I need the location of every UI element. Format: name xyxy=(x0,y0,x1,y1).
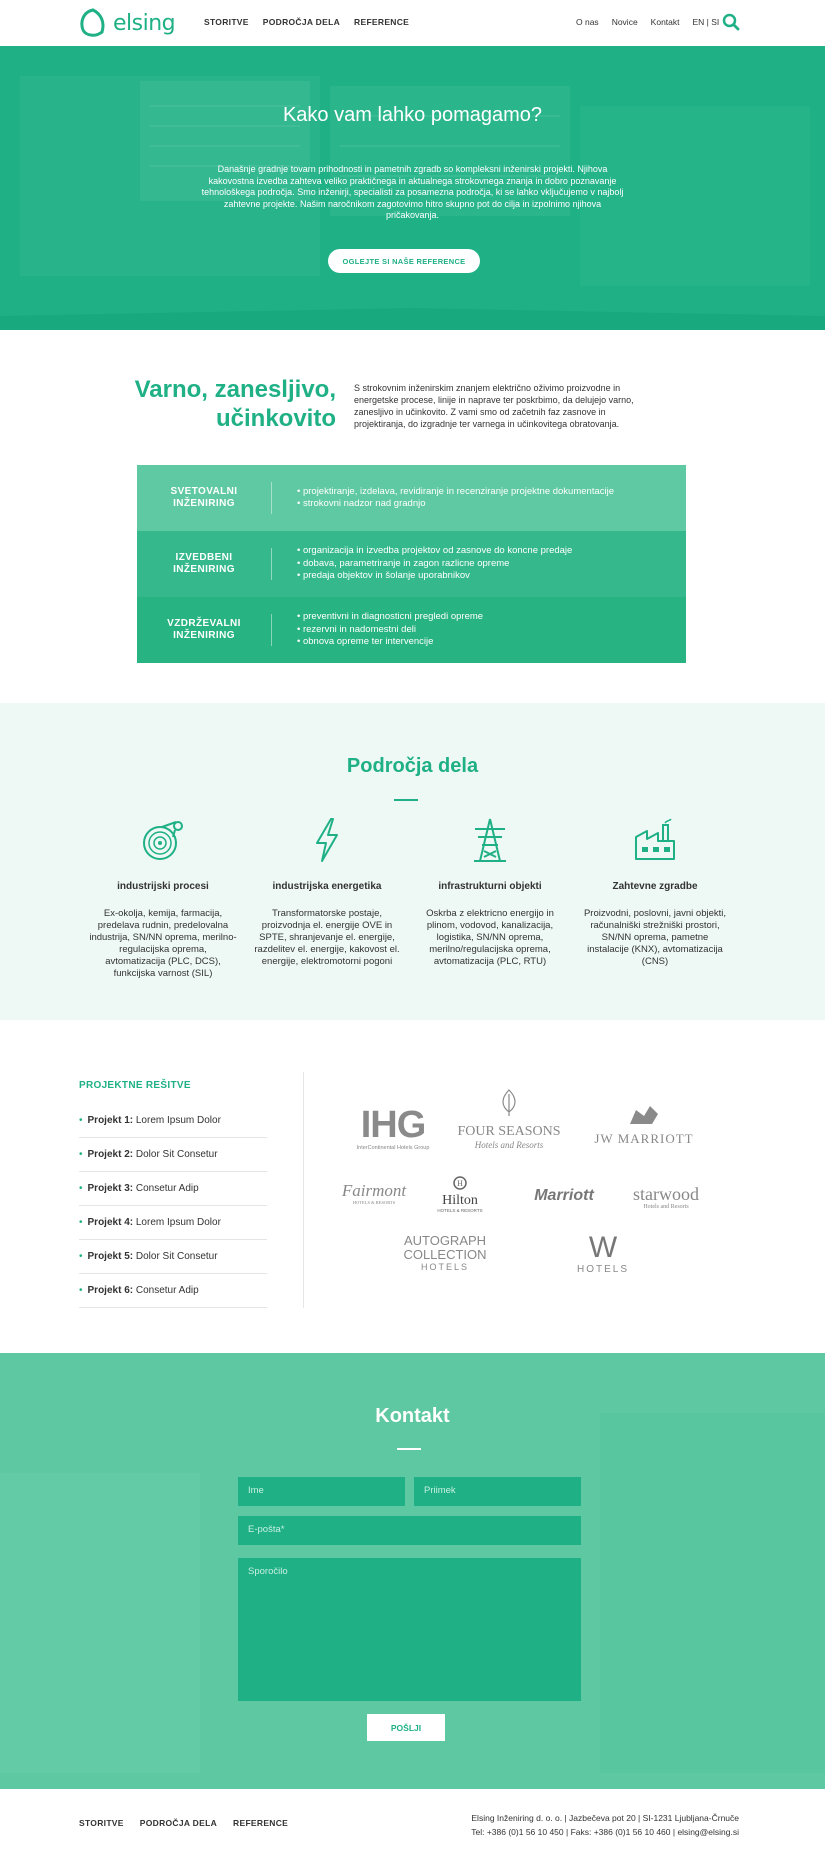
power-tower-icon xyxy=(470,817,510,863)
project-label: Projekt 6: xyxy=(87,1285,134,1296)
language-switcher[interactable]: EN | SI xyxy=(692,17,720,27)
bullet-dot: • xyxy=(79,1183,83,1194)
logo-ihg-mark: IHG xyxy=(360,1104,426,1146)
service-item: • predaja objektov in šolanje uporabnikov xyxy=(297,570,572,583)
send-button[interactable]: POŠLJI xyxy=(367,1714,445,1741)
project-item[interactable] xyxy=(79,1172,267,1206)
logo-hilton xyxy=(432,1176,488,1214)
service-name-line1: VZDRŽEVALNI xyxy=(167,618,241,629)
intro-title-line2: učinkovito xyxy=(215,405,336,432)
factory-icon xyxy=(633,817,677,863)
main-nav xyxy=(204,17,409,27)
area-icon-wrap xyxy=(252,815,402,865)
project-name: Dolor Sit Consetur xyxy=(135,1251,218,1262)
footer-contact: Tel: +386 (0)1 56 10 450 | Faks: +386 (0)1 56 10 460 | elsing@elsing.si xyxy=(471,1827,739,1837)
divider xyxy=(271,614,272,646)
nav-kontakt[interactable]: Kontakt xyxy=(650,17,680,27)
email-field[interactable]: E-pošta* xyxy=(238,1516,581,1545)
area-name: Zahtevne zgradbe xyxy=(612,881,698,892)
nav-reference[interactable]: REFERENCE xyxy=(354,17,410,27)
logo-fairmont-sub: HOTELS & RESORTS xyxy=(352,1200,396,1205)
tree-leaf-icon xyxy=(498,1088,520,1118)
contact-title: Kontakt xyxy=(375,1405,450,1427)
logo-marriott xyxy=(518,1188,610,1204)
service-name-line1: SVETOVALNI xyxy=(170,486,238,497)
areas-title: Področja dela xyxy=(346,755,479,777)
contact-section xyxy=(0,1353,825,1789)
logo-autograph-l1: AUTOGRAPH xyxy=(403,1233,487,1248)
project-item[interactable] xyxy=(79,1138,267,1172)
project-name: Consetur Adip xyxy=(135,1183,199,1194)
secondary-nav xyxy=(576,17,719,27)
logo-marriott-name: Marriott xyxy=(534,1187,594,1204)
service-name-line2: INŽENIRING xyxy=(173,564,235,575)
service-name xyxy=(137,618,271,642)
project-item[interactable] xyxy=(79,1104,267,1138)
logo-fairmont xyxy=(334,1182,414,1206)
project-label: Projekt 2: xyxy=(87,1149,134,1160)
area-icon-wrap xyxy=(415,815,565,865)
logo-starwood-name: starwood xyxy=(633,1184,699,1204)
area-name: infrastrukturni objekti xyxy=(438,881,542,892)
logo-ihg xyxy=(345,1106,441,1152)
projects-title: PROJEKTNE REŠITVE xyxy=(79,1080,191,1091)
service-name xyxy=(137,486,271,510)
logo-w-mark: W xyxy=(588,1231,618,1264)
site-header xyxy=(0,0,825,46)
logo-starwood xyxy=(624,1185,708,1210)
message-field[interactable]: Sporočilo xyxy=(238,1558,581,1701)
service-item: • projektiranje, izdelava, revidiranje in recenziranje projektne dokumentacije xyxy=(297,486,614,499)
search-icon[interactable] xyxy=(722,13,740,31)
svg-text:H: H xyxy=(457,1179,463,1188)
logo-w-sub: HOTELS xyxy=(576,1264,629,1275)
vertical-divider xyxy=(303,1072,304,1308)
nav-o-nas[interactable]: O nas xyxy=(576,17,599,27)
bullet-dot: • xyxy=(79,1251,83,1262)
divider xyxy=(271,548,272,580)
projects-list xyxy=(79,1104,267,1308)
footer-info xyxy=(471,1811,739,1839)
service-consulting xyxy=(137,465,686,531)
service-name-line1: IZVEDBENI xyxy=(175,552,233,563)
service-name-line2: INŽENIRING xyxy=(173,630,235,641)
lightning-icon xyxy=(312,817,342,863)
bullet-dot: • xyxy=(79,1285,83,1296)
bullet-dot: • xyxy=(79,1115,83,1126)
hero-section xyxy=(0,46,825,330)
area-icon-wrap xyxy=(580,815,730,865)
title-underline xyxy=(397,1448,421,1450)
area-industrial-processes xyxy=(88,815,238,980)
logo[interactable] xyxy=(79,8,175,38)
logo-hilton-name: Hilton xyxy=(442,1193,478,1208)
nav-storitve[interactable]: STORITVE xyxy=(204,17,249,27)
intro-title-line1: Varno, zanesljivo, xyxy=(134,376,336,403)
project-item[interactable] xyxy=(79,1206,267,1240)
project-item[interactable] xyxy=(79,1274,267,1308)
nav-podrocja-dela[interactable]: PODROČJA DELA xyxy=(262,17,341,27)
hero-title: Kako vam lahko pomagamo? xyxy=(282,104,543,126)
footer-nav-podrocja-dela[interactable]: PODROČJA DELA xyxy=(139,1818,218,1828)
title-underline xyxy=(394,799,418,801)
intro-title xyxy=(118,375,336,433)
gear-pulley-icon xyxy=(140,817,186,863)
footer-nav xyxy=(79,1818,288,1828)
service-items xyxy=(297,545,572,583)
first-name-field[interactable]: Ime xyxy=(238,1477,405,1506)
hilton-emblem-icon xyxy=(449,1176,471,1190)
area-demanding-buildings xyxy=(580,815,730,968)
logo-w-hotels xyxy=(568,1233,638,1275)
service-items xyxy=(297,611,483,649)
service-items xyxy=(297,486,614,511)
area-desc: Ex-okolja, kemija, farmacija, predelava rudnin, predelovalna industrija, SN/NN oprema, merilno-regulacijska oprema, avtomatizacija (PLC, DCS), funkcijska varnost (SIL) xyxy=(89,908,237,979)
project-label: Projekt 5: xyxy=(87,1251,134,1262)
service-maintenance xyxy=(137,597,686,663)
hero-text: Današnje gradnje tovarn prihodnosti in pametnih zgradb so kompleksni inženirski projekti. Njihova kakovostna izvedba zahteva veliko praktičnega in aktualnega strokovnega znanja in dobro poznavanje tehnološkega področja. Smo inženirji, specialisti za posamezna področja, ki se lahko vključujemo v najbolj zahtevne projekte. Našim naročnikom zagotovimo hitro skupno pot do cilja in izpolnimo njihova pričakovanja. xyxy=(201,164,624,220)
service-name-line2: INŽENIRING xyxy=(173,498,235,509)
footer-address: Elsing Inženiring d. o. o. | Jazbečeva pot 20 | SI-1231 Ljubljana-Črnuče xyxy=(471,1813,739,1823)
areas-section xyxy=(0,703,825,1020)
project-name: Lorem Ipsum Dolor xyxy=(135,1115,221,1126)
logo-autograph xyxy=(390,1234,500,1272)
service-item: • preventivni in diagnosticni pregledi opreme xyxy=(297,611,483,624)
logo-jw-marriott xyxy=(590,1102,698,1145)
project-label: Projekt 3: xyxy=(87,1183,134,1194)
intro-text: S strokovnim inženirskim znanjem električno oživimo proizvodne in energetske procese, linije in naprave ter poskrbimo, da delujejo varno, zanesljivo in učinkovito. Z vami smo od začetnih faz zasnove in projektiranja, do izgradnje ter varnega in učinkovitega obratovanja. xyxy=(354,383,634,429)
service-item: • strokovni nadzor nad gradnjo xyxy=(297,498,614,511)
logo-autograph-l3: HOTELS xyxy=(420,1262,469,1272)
area-desc: Transformatorske postaje, proizvodnja el. energije OVE in SPTE, shranjevanje el. energije, razdelitev el. energije, kakovost el. energije, elektromotorni pogoni xyxy=(254,908,400,967)
service-item: • rezervni in nadomestni deli xyxy=(297,624,483,637)
footer-nav-storitve[interactable]: STORITVE xyxy=(79,1818,124,1828)
area-desc: Proizvodni, poslovni, javni objekti, računalniški strežniški prostori, SN/NN oprema, pametne instalacije (KNX), avtomatizacija (CNS) xyxy=(583,908,727,967)
griffin-icon xyxy=(626,1102,662,1128)
area-desc: Oskrba z elektricno energijo in plinom, vodovod, kanalizacija, logistika, SN/NN oprema, merilno/regulacijska oprema, avtomatizacija (PLC, RTU) xyxy=(426,908,554,967)
nav-novice[interactable]: Novice xyxy=(611,17,638,27)
project-label: Projekt 1: xyxy=(87,1115,134,1126)
project-item[interactable] xyxy=(79,1240,267,1274)
project-name: Dolor Sit Consetur xyxy=(135,1149,218,1160)
footer-nav-reference[interactable]: REFERENCE xyxy=(233,1818,289,1828)
logo-four-seasons xyxy=(456,1088,562,1150)
service-item: • dobava, parametriranje in zagon razlicne opreme xyxy=(297,558,572,571)
project-name: Consetur Adip xyxy=(135,1285,199,1296)
project-label: Projekt 4: xyxy=(87,1217,134,1228)
logo-ihg-sub: InterContinental Hotels Group xyxy=(356,1145,430,1151)
logo-text: elsing xyxy=(113,10,176,36)
area-icon-wrap xyxy=(88,815,238,865)
logo-autograph-l2: COLLECTION xyxy=(403,1247,487,1262)
service-name xyxy=(137,552,271,576)
logo-starwood-sub: Hotels and Resorts xyxy=(643,1204,689,1210)
bullet-dot: • xyxy=(79,1217,83,1228)
service-execution xyxy=(137,531,686,597)
logo-fs-sub: Hotels and Resorts xyxy=(474,1140,544,1150)
area-infrastructure xyxy=(415,815,565,968)
logo-fs-name: FOUR SEASONS xyxy=(457,1124,561,1139)
divider xyxy=(271,482,272,514)
area-name: industrijski procesi xyxy=(117,881,209,892)
project-name: Lorem Ipsum Dolor xyxy=(135,1217,221,1228)
logo-jw-name: JW MARRIOTT xyxy=(594,1131,694,1146)
area-name: industrijska energetika xyxy=(272,881,382,892)
area-industrial-energy xyxy=(252,815,402,968)
service-item: • organizacija in izvedba projektov od zasnove do koncne predaje xyxy=(297,545,572,558)
service-item: • obnova opreme ter intervencije xyxy=(297,636,483,649)
logo-fairmont-name: Fairmont xyxy=(341,1181,407,1200)
references-button[interactable]: OGLEJTE SI NAŠE REFERENCE xyxy=(328,249,480,273)
logo-icon xyxy=(79,8,107,38)
bullet-dot: • xyxy=(79,1149,83,1160)
last-name-field[interactable]: Priimek xyxy=(414,1477,581,1506)
logo-hilton-sub: HOTELS & RESORTS xyxy=(437,1208,483,1213)
